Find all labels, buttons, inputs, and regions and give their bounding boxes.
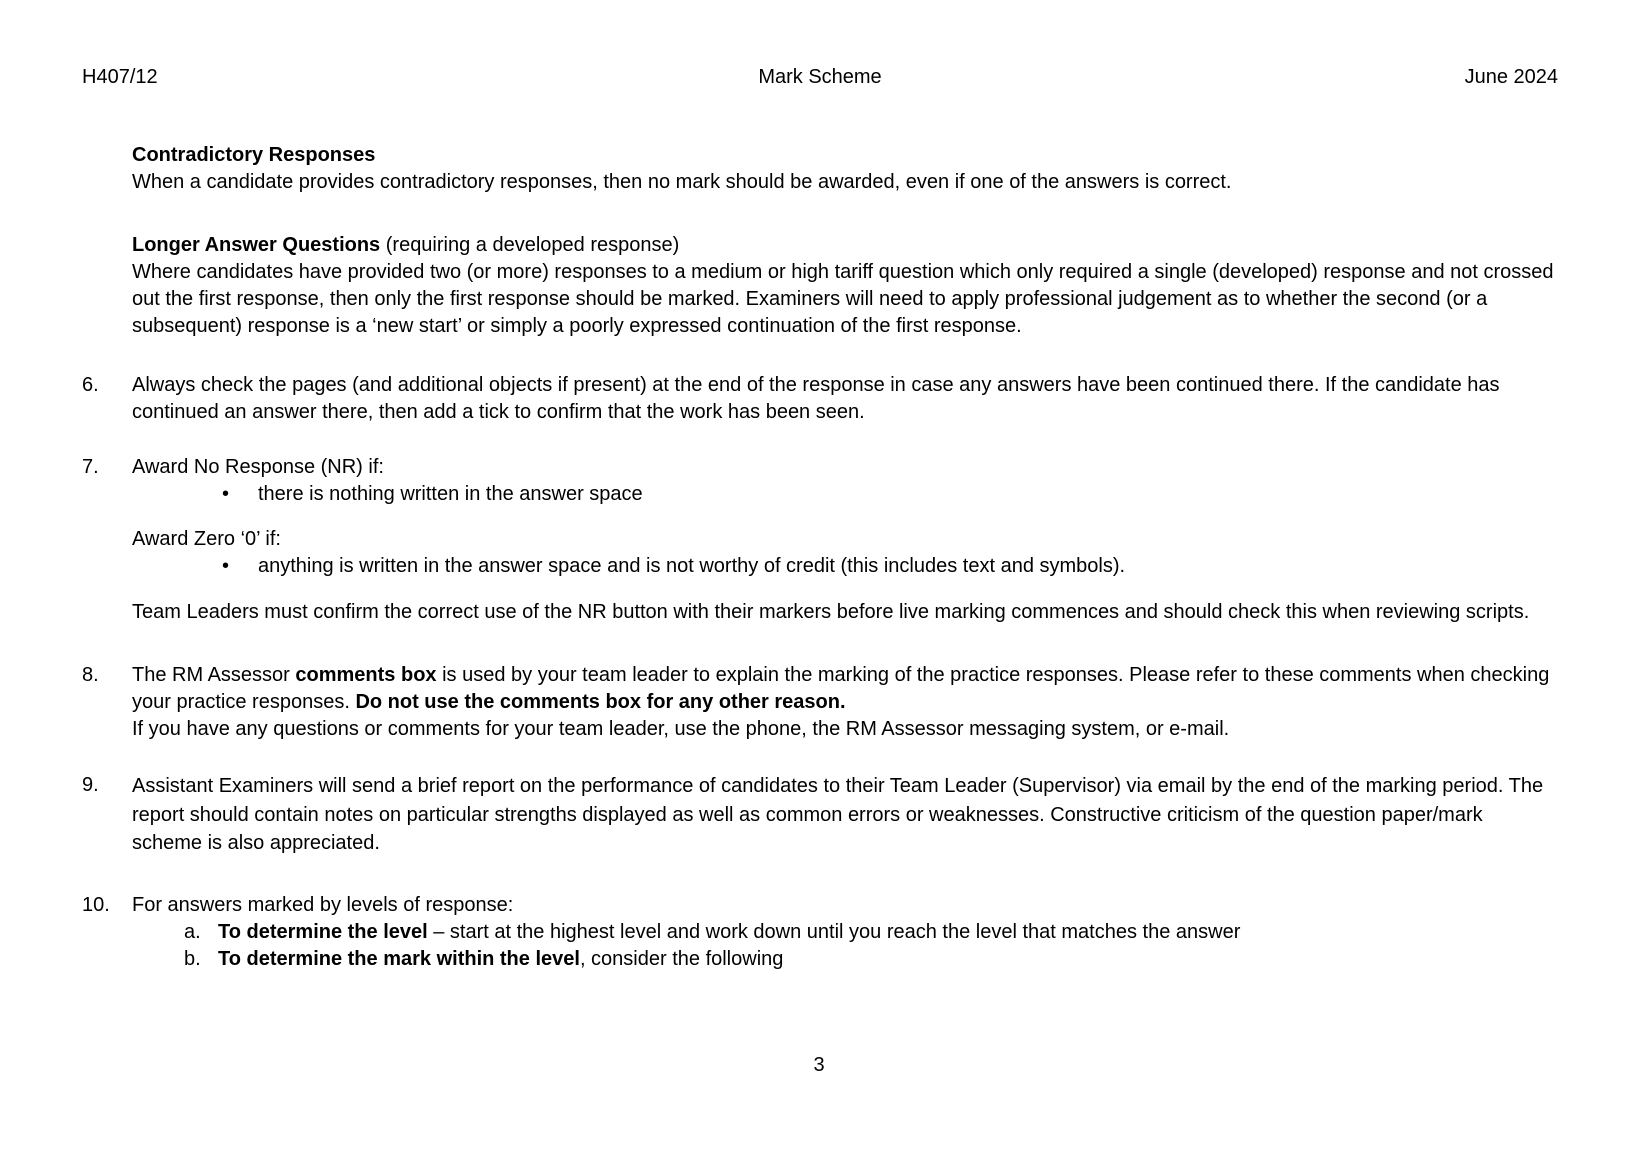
item-7-award-zero-intro: Award Zero ‘0’ if: <box>132 528 281 550</box>
item-10-sub-a-rest: – start at the highest level and work down until you reach the level that matches the answer <box>427 920 1241 943</box>
item-9-body <box>132 772 1558 858</box>
item-7-no-response-bullet-text: there is nothing written in the answer space <box>258 483 643 505</box>
item-7-award-zero-bullet-text: anything is written in the answer space and is not worthy of credit (this includes text and symbols). <box>258 555 1126 577</box>
item-7-award-zero-bullet-row <box>132 553 1558 580</box>
session-date: June 2024 <box>1464 66 1558 88</box>
item-7-number: 7. <box>82 456 99 478</box>
paper-code: H407/12 <box>82 66 158 88</box>
item-10-sub-b-rest: , consider the following <box>579 947 784 970</box>
item-6-text: Always check the pages (and additional objects if present) at the end of the response in case any answers have been continued there. If the candidate has continued an answer there, then add a tick to confirm that the work has been seen. <box>132 374 1500 423</box>
item-10-sub-b-label: b. <box>184 947 201 970</box>
item-7-body <box>132 454 1558 626</box>
contradictory-responses-body: When a candidate provides contradictory responses, then no mark should be awarded, even if one of the answers is correct. <box>132 171 1232 193</box>
item-10-sub-b-text <box>218 946 783 973</box>
longer-answer-questions-section <box>132 232 1558 340</box>
item-10-intro: For answers marked by levels of response: <box>132 893 514 916</box>
item-9-number: 9. <box>82 774 99 796</box>
longer-answer-heading-rest: (requiring a developed response) <box>380 234 680 256</box>
item-7-no-response-bullet-row <box>132 481 1558 508</box>
item-6-body <box>132 372 1558 426</box>
item-7-team-leaders-note: Team Leaders must confirm the correct use of the NR button with their markers before live marking commences and should check this when reviewing scripts. <box>132 601 1530 623</box>
item-8-seg1: The RM Assessor <box>132 664 296 686</box>
page-footer <box>0 1052 1638 1079</box>
document-content <box>0 142 1638 973</box>
list-item-8 <box>82 662 1558 743</box>
bullet-icon: • <box>222 483 230 505</box>
contradictory-responses-section <box>132 142 1558 196</box>
item-6-number: 6. <box>82 374 99 396</box>
item-7-no-response-intro: Award No Response (NR) if: <box>132 456 384 478</box>
item-10-sub-a-label: a. <box>184 920 201 943</box>
list-item-10 <box>82 892 1558 973</box>
item-8-seg3: is used by your team leader to explain the marking of the practice responses. Please refer to these comments when checking your practice responses. <box>132 664 1550 713</box>
page-header <box>0 0 1638 91</box>
item-8-number: 8. <box>82 664 99 686</box>
item-10-sub-item-b <box>132 946 1558 973</box>
item-10-number: 10. <box>82 893 110 916</box>
item-8-text <box>132 662 1558 716</box>
item-10-body <box>132 892 1558 973</box>
item-8-warning-bold: Do not use the comments box for any other reason. <box>355 691 846 713</box>
item-8-contact-line: If you have any questions or comments for your team leader, use the phone, the RM Assessor messaging system, or e-mail. <box>132 718 1230 740</box>
item-10-sub-a-text <box>218 919 1240 946</box>
item-10-sub-b-bold: To determine the mark within the level <box>218 947 580 970</box>
page-number: 3 <box>813 1054 825 1076</box>
longer-answer-heading-bold: Longer Answer Questions <box>132 234 381 256</box>
contradictory-responses-heading-text: Contradictory Responses <box>132 144 376 166</box>
item-9-text: Assistant Examiners will send a brief report on the performance of candidates to their Team Leader (Supervisor) via email by the end of the marking period. The report should contain notes on particular strengths displayed as well as common errors or weaknesses. Constructive criticism of the question paper/mark scheme is also appreciated. <box>132 775 1544 854</box>
item-8-comments-box-bold: comments box <box>295 664 437 686</box>
contradictory-responses-heading <box>132 142 1558 169</box>
longer-answer-heading <box>132 232 1558 259</box>
list-item-7 <box>82 454 1558 626</box>
item-10-sub-a-bold: To determine the level <box>218 920 428 943</box>
document-title: Mark Scheme <box>758 66 882 88</box>
bullet-icon: • <box>222 555 230 577</box>
item-10-sub-item-a <box>132 919 1558 946</box>
item-8-body <box>132 662 1558 743</box>
list-item-6 <box>82 372 1558 426</box>
longer-answer-body: Where candidates have provided two (or more) responses to a medium or high tariff question which only required a single (developed) response and not crossed out the first response, then only the first response should be marked. Examiners will need to apply professional judgement as to whether the second (or a subsequent) response is a ‘new start’ or simply a poorly expressed continuation of the first response. <box>132 261 1554 337</box>
list-item-9 <box>82 772 1558 858</box>
